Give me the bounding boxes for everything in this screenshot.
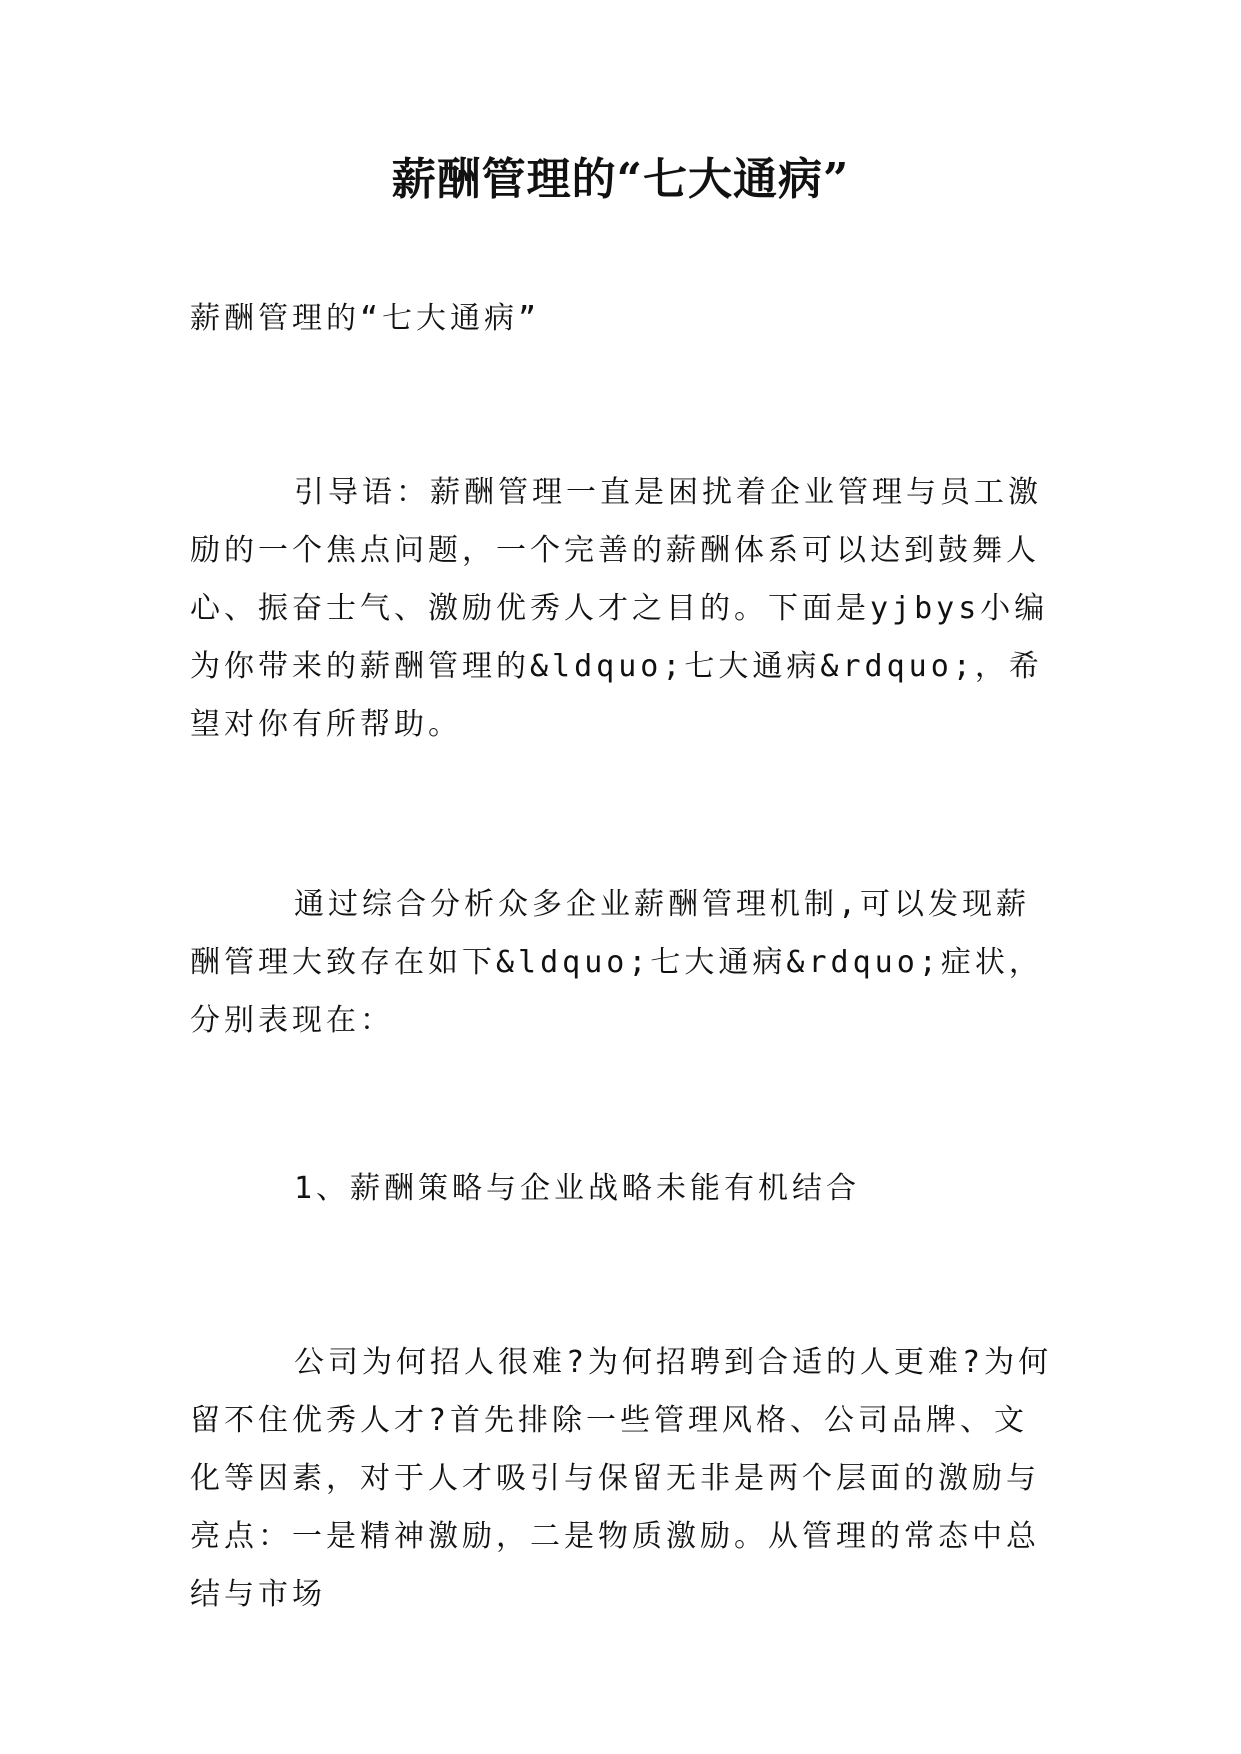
document-subtitle: 薪酬管理的“七大通病” (190, 301, 541, 336)
analysis-paragraph: 通过综合分析众多企业薪酬管理机制,可以发现薪酬管理大致存在如下&ldquo;七大通病&rdquo;症状，分别表现在： (190, 887, 1043, 1038)
document-title: 薪酬管理的“七大通病” (391, 154, 850, 205)
section-1-paragraph: 公司为何招人很难?为何招聘到合适的人更难?为何留不住优秀人才?首先排除一些管理风格、公司品牌、文化等因素，对于人才吸引与保留无非是两个层面的激励与亮点：一是精神激励，二是物质激励。从管理的常态中总结与市场 (190, 1345, 1053, 1612)
section-heading-1: 1、薪酬策略与企业战略未能有机结合 (294, 1171, 861, 1206)
intro-paragraph: 引导语：薪酬管理一直是困扰着企业管理与员工激励的一个焦点问题，一个完善的薪酬体系可以达到鼓舞人心、振奋士气、激励优秀人才之目的。下面是yjbys小编为你带来的薪酬管理的&ldquo;七大通病&rdquo;，希望对你有所帮助。 (190, 475, 1049, 742)
